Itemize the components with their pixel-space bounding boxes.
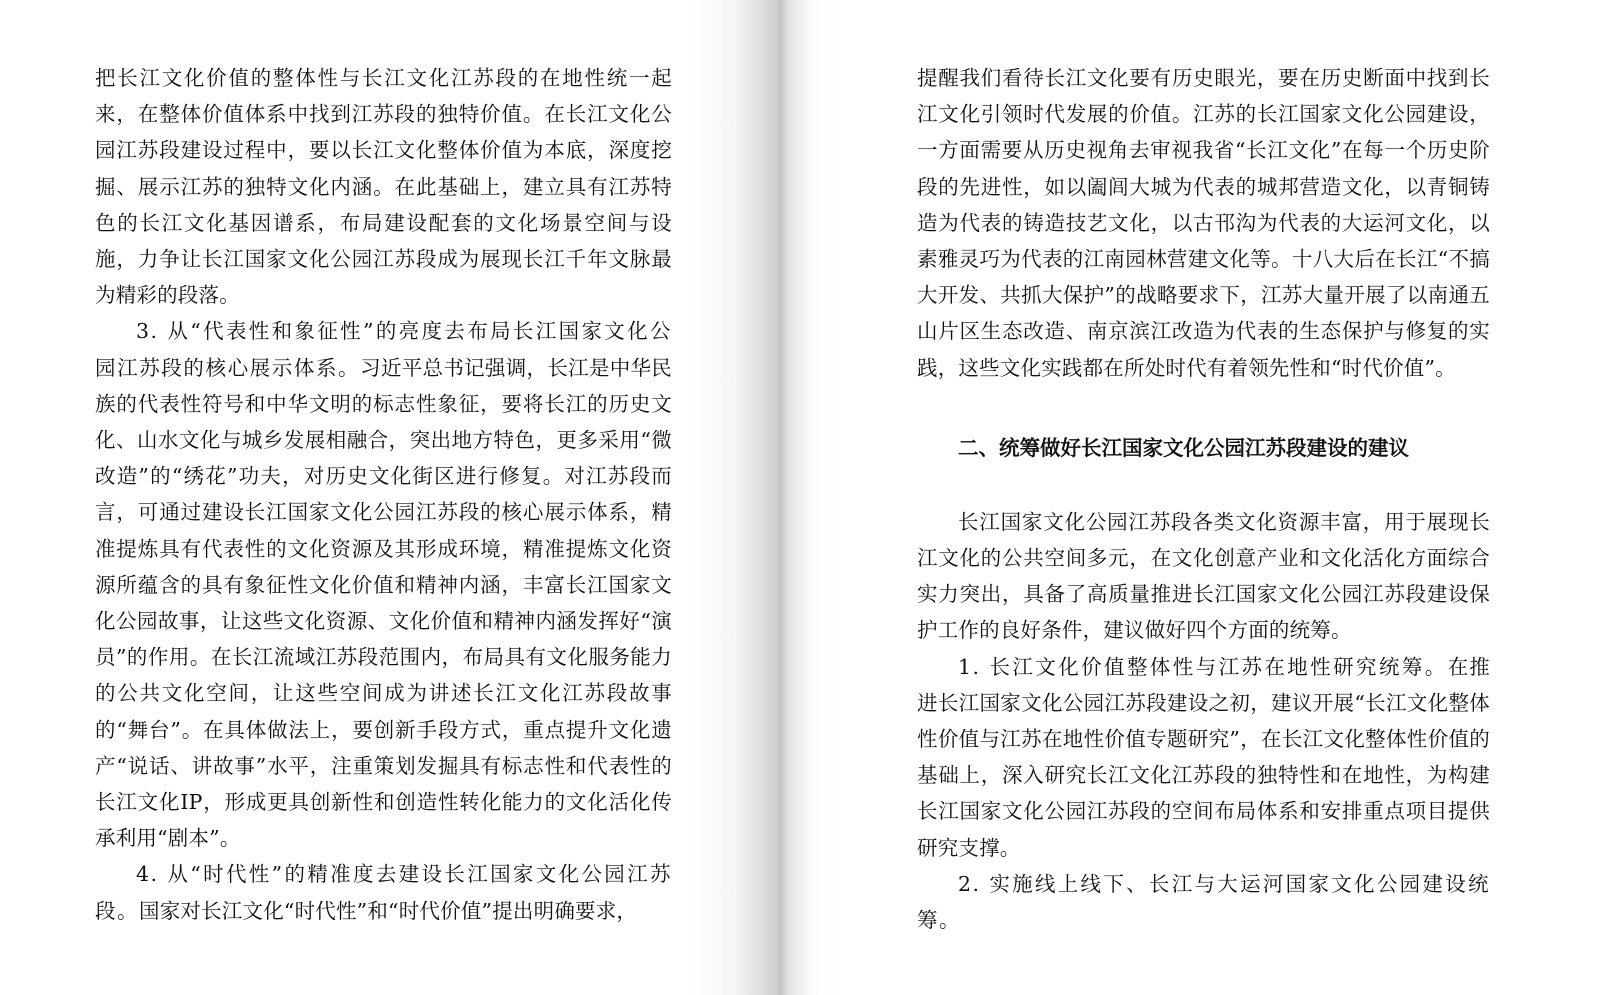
left-paragraph-1: 把长江文化价值的整体性与长江文化江苏段的在地性统一起来，在整体价值体系中找到江苏段的独特价值。在长江文化公园江苏段建设过程中，要以长江文化整体价值为本底，深度挖掘、展示江苏的独特文化内涵。在此基础上，建立具有江苏特色的长江文化基因谱系，布局建设配套的文化场景空间与设施，力争让长江国家文化公园江苏段成为展现长江千年文脉最为精彩的段落。 bbox=[95, 66, 672, 308]
recommendation-2-lead: 2. 实施线上线下、长江与大运河国家文化公园建设统筹。 bbox=[917, 871, 1490, 933]
left-paragraph-2 bbox=[95, 313, 672, 856]
section-3-lead: 3. 从“代表性和象征性”的亮度去布局长江国家文化公园江苏段的核心展示体系。 bbox=[95, 319, 672, 380]
right-page bbox=[802, 0, 1600, 995]
right-paragraph-3 bbox=[917, 649, 1490, 866]
right-paragraph-4 bbox=[917, 866, 1490, 938]
section-3-body: 习近平总书记强调，长江是中华民族的代表性符号和中华文明的标志性象征，要将长江的历史文化、山水文化与城乡发展相融合，突出地方特色，更多采用“微改造”的“绣花”功夫，对历史文化街区进行修复。对江苏段而言，可通过建设长江国家文化公园江苏段的核心展示体系，精准提炼具有代表性的文化资源及其形成环境，精准提炼文化资源所蕴含的具有象征性文化价值和精神内涵，丰富长江国家文化公园故事，让这些文化资源、文化价值和精神内涵发挥好“演员”的作用。在长江流域江苏段范围内，布局具有文化服务能力的公共文化空间，让这些空间成为讲述长江文化江苏段故事的“舞台”。在具体做法上，要创新手段方式，重点提升文化遗产“说话、讲故事”水平，注重策划发掘具有标志性和代表性的长江文化IP，形成更具创新性和创造性转化能力的文化活化传承利用“剧本”。 bbox=[95, 355, 673, 851]
section-4-lead: 4. 从“时代性”的精准度去建设长江国家文化公园江苏段。 bbox=[95, 862, 672, 923]
left-page bbox=[0, 0, 762, 995]
right-paragraph-2: 长江国家文化公园江苏段各类文化资源丰富，用于展现长江文化的公共空间多元，在文化创意产业和文化活化方面综合实力突出，具备了高质量推进长江国家文化公园江苏段建设保护工作的良好条件，建议做好四个方面的统筹。 bbox=[917, 509, 1490, 643]
section-4-body: 国家对长江文化“时代性”和“时代价值”提出明确要求， bbox=[139, 898, 638, 923]
section-heading: 二、统筹做好长江国家文化公园江苏段建设的建议 bbox=[958, 435, 1409, 460]
left-paragraph-3 bbox=[95, 856, 672, 928]
recommendation-1-lead: 1. 长江文化价值整体性与江苏在地性研究统筹。 bbox=[958, 654, 1448, 679]
right-paragraph-1: 提醒我们看待长江文化要有历史眼光，要在历史断面中找到长江文化引领时代发展的价值。江苏的长江国家文化公园建设，一方面需要从历史视角去审视我省“长江文化”在每一个历史阶段的先进性，如以阖闾大城为代表的城邦营造文化，以青铜铸造为代表的铸造技艺文化，以古邗沟为代表的大运河文化，以素雅灵巧为代表的江南园林营建文化等。十八大后在长江“不搞大开发、共抓大保护”的战略要求下，江苏大量开展了以南通五山片区生态改造、南京滨江改造为代表的生态保护与修复的实践，这些文化实践都在所处时代有着领先性和“时代价值”。 bbox=[917, 66, 1490, 380]
recommendation-1-body: 在推进长江国家文化公园江苏段建设之初，建议开展“长江文化整体性价值与江苏在地性价值专题研究”，在长江文化整体性价值的基础上，深入研究长江文化江苏段的独特性和在地性，为构建长江国家文化公园江苏段的空间布局体系和安排重点项目提供研究支撑。 bbox=[917, 654, 1490, 860]
